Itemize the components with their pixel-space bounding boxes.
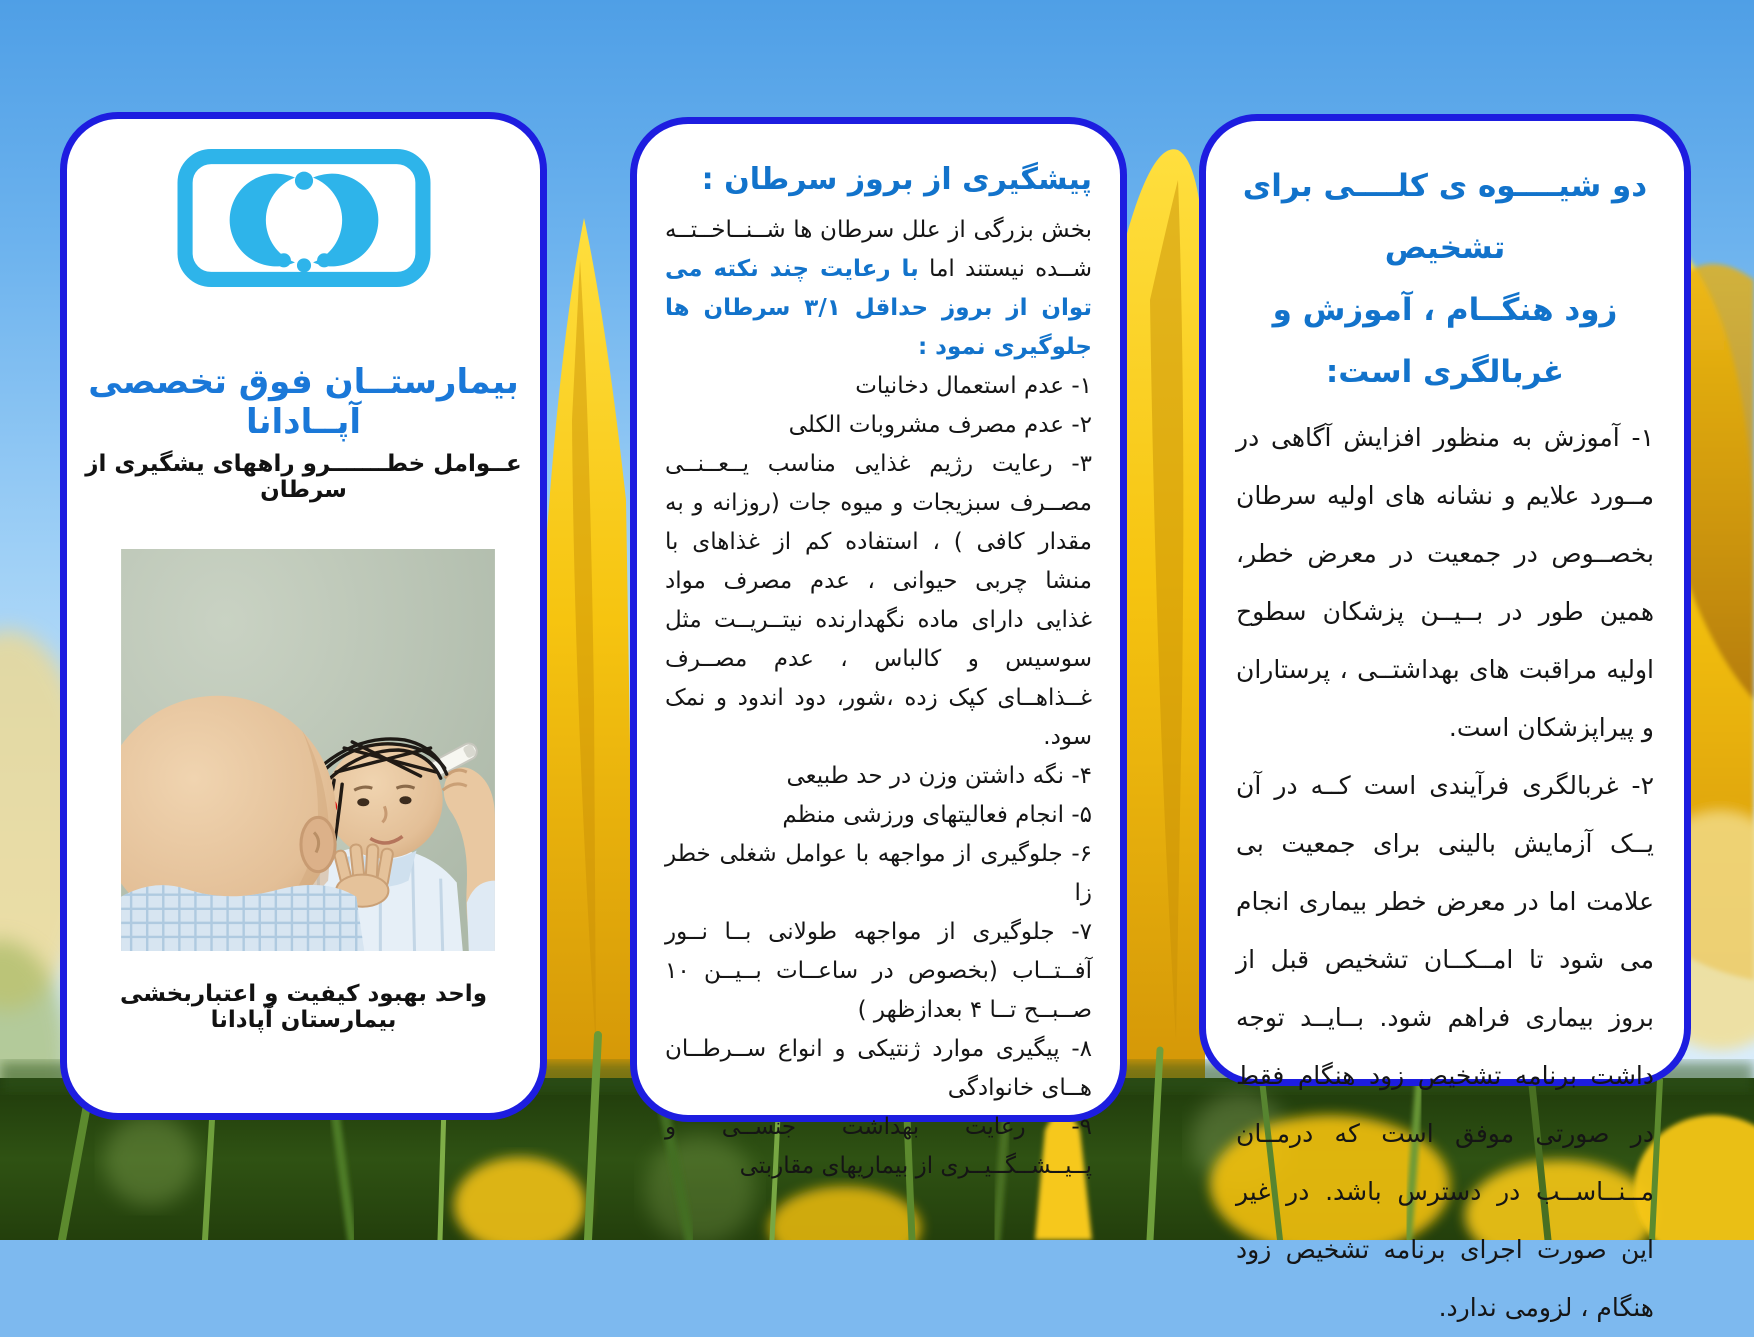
cover-panel	[60, 112, 547, 1120]
early-detection-panel	[1199, 114, 1691, 1322]
education-paragraph: ۱- آموزش به منظور افزایش آگاهی در مــورد علایم و نشانه های اولیه سرطان بخصــوص در جمعیت در معرض خطر، همین طور در بــیــن پزشکان سطوح اولیه مراقبت های بهداشتــی ، پرستاران و پیراپزشکان است.	[1236, 423, 1654, 742]
prevention-title: پیشگیری از بروز سرطان :	[701, 162, 1092, 197]
prevention-item: ۹- رعایت بهداشت جنســی و پــیــشــگــیــری از بیماریهای مقاربتی	[665, 1114, 1092, 1179]
prevention-item: ۶- جلوگیری از مواجهه با عوامل شغلی خطر زا	[665, 841, 1092, 906]
prevention-item: ۱- عدم استعمال دخانیات	[855, 373, 1092, 399]
hospital-logo	[67, 147, 540, 289]
early-detection-title-line1: دو شیــــوه ی کلــــی برای تشخیص	[1242, 168, 1648, 266]
screening-paragraph: ۲- غربالگری فرآیندی است کــه در آن یــک آزمایش بالینی برای جمعیت بی علامت اما در معرض خطر بیماری انجام می شود تا امــکــان تشخیص قبل از بروز بیماری فراهم شود. بــایــد توجه داشت برنامه تشخیص زود هنگام فقط در صورتی موفق است که درمــان مــنــاســب در دسترس باشد. در غیر این صورت اجرای برنامه تشخیص زود هنگام ، لزومی ندارد.	[1236, 771, 1654, 1322]
prevention-panel	[630, 117, 1127, 1179]
prevention-intro-black: بخش بزرگی از علل سرطان ها شــنــاخــتــه شــده نیستند اما	[665, 217, 1092, 282]
child-mirror-photo	[121, 549, 495, 951]
apadana-logo-icon	[176, 147, 432, 289]
issuing-unit-caption: واحد بهبود کیفیت و اعتباربخشی بیمارستان آپادانا	[120, 981, 487, 1033]
prevention-item: ۵- انجام فعالیتهای ورزشی منظم	[782, 802, 1092, 828]
early-detection-title-line2: زود هنگــام ، آموزش و غربالگری است:	[1272, 292, 1618, 390]
prevention-intro	[665, 211, 1092, 367]
prevention-intro-highlight: با رعایت چند نکته می توان از بروز حداقل ۳/۱ سرطان ها جلوگیری نمود :	[665, 256, 1092, 360]
prevention-item: ۲- عدم مصرف مشروبات الکلی	[788, 412, 1092, 438]
prevention-item: ۴- نگه داشتن وزن در حد طبیعی	[786, 763, 1092, 789]
hospital-name: بیمارستــان فوق تخصصی آپــادانا	[88, 362, 519, 442]
prevention-item: ۸- پیگیری موارد ژنتیکی و انواع ســرطــان هــای خانوادگی	[665, 1036, 1092, 1101]
brochure-subject: عــوامل خطـــــــرو راههای یشگیری از سرطان	[85, 451, 522, 503]
prevention-item: ۳- رعایت رژیم غذایی مناسب یــعــنــی مصــرف سبزیجات و میوه جات (روزانه و به مقدار کافی ) ، استفاده کم از غذاهای با منشا چربی حیوانی ، عدم مصرف مواد غذایی دارای ماده نگهدارنده نیتــریــت مثل سوسیس و کالباس ، عدم مصــرف غــذاهــای کپک زده ،شور، دود اندود و نمک سود.	[665, 451, 1092, 750]
prevention-item: ۷- جلوگیری از مواجهه طولانی بــا نــور آفــتــاب (بخصوص در ساعــات بــیــن ۱۰ صــبــح تــا ۴ بعدازظهر )	[665, 919, 1092, 1023]
tulip-center-gap	[1120, 149, 1205, 1110]
early-detection-title	[1236, 155, 1654, 403]
